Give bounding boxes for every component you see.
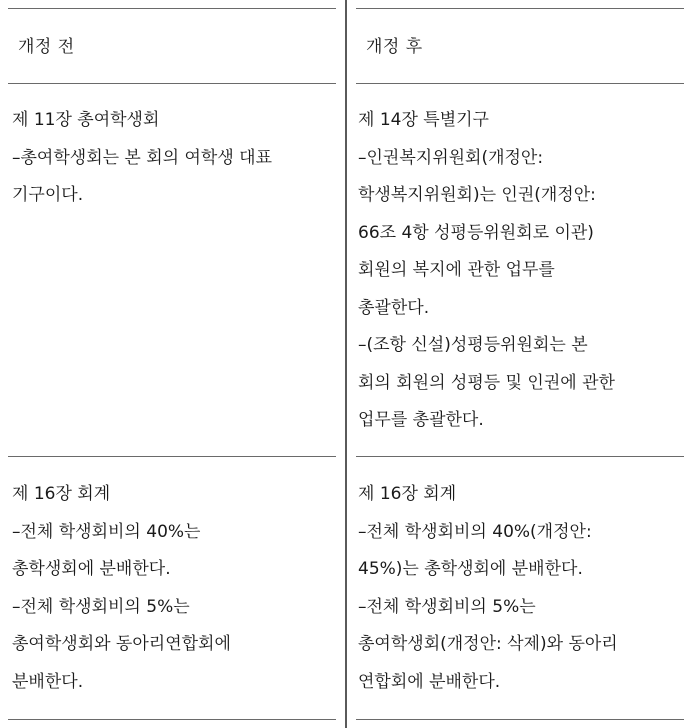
bottom-rule-right bbox=[356, 719, 684, 720]
bottom-rule-left bbox=[8, 719, 336, 720]
cell-line: –전체 학생회비의 40%는 bbox=[12, 521, 201, 542]
cell-line: 총여학생회와 동아리연합회에 bbox=[12, 634, 231, 654]
cell-line: 총여학생회(개정안: 삭제)와 동아리 bbox=[358, 634, 618, 654]
row-rule-right bbox=[356, 456, 684, 457]
cell-line: 연합회에 분배한다. bbox=[358, 671, 501, 692]
cell-line: –(조항 신설)성평등위원회는 본 bbox=[358, 335, 588, 355]
cell-line: 학생복지위원회)는 인권(개정안: bbox=[358, 185, 596, 205]
header-rule-right bbox=[356, 83, 684, 84]
cell-line: 총괄한다. bbox=[358, 297, 430, 318]
cell-line: 제 16장 회계 bbox=[358, 484, 457, 504]
cell-line: 제 16장 회계 bbox=[12, 484, 111, 504]
row2-before-cell bbox=[12, 476, 231, 701]
cell-line: 제 11장 총여학생회 bbox=[12, 110, 160, 130]
cell-line: –전체 학생회비의 5%는 bbox=[12, 596, 190, 617]
cell-line: 업무를 총괄한다. bbox=[358, 410, 484, 430]
row2-after-cell bbox=[358, 476, 618, 701]
row1-before-cell bbox=[12, 102, 272, 215]
column-divider bbox=[345, 0, 347, 728]
cell-line: –전체 학생회비의 5%는 bbox=[358, 596, 536, 617]
cell-line: 회의 회원의 성평등 및 인권에 관한 bbox=[358, 372, 615, 393]
top-rule-right bbox=[356, 8, 684, 9]
cell-line: 분배한다. bbox=[12, 671, 84, 692]
header-before: 개정 전 bbox=[18, 37, 75, 57]
header-rule-left bbox=[8, 83, 336, 84]
row-rule-left bbox=[8, 456, 336, 457]
cell-line: –인권복지위원회(개정안: bbox=[358, 147, 544, 168]
cell-line: –전체 학생회비의 40%(개정안: bbox=[358, 521, 592, 542]
cell-line: 회원의 복지에 관한 업무를 bbox=[358, 260, 555, 280]
header-after: 개정 후 bbox=[366, 37, 423, 57]
cell-line: 제 14장 특별기구 bbox=[358, 110, 489, 130]
cell-line: –총여학생회는 본 회의 여학생 대표 bbox=[12, 147, 273, 168]
cell-line: 66조 4항 성평등위원회로 이관) bbox=[358, 222, 594, 243]
row1-after-cell bbox=[358, 102, 615, 440]
cell-line: 총학생회에 분배한다. bbox=[12, 559, 171, 579]
top-rule-left bbox=[8, 8, 336, 9]
cell-line: 기구이다. bbox=[12, 185, 84, 205]
cell-line: 45%)는 총학생회에 분배한다. bbox=[358, 559, 583, 579]
